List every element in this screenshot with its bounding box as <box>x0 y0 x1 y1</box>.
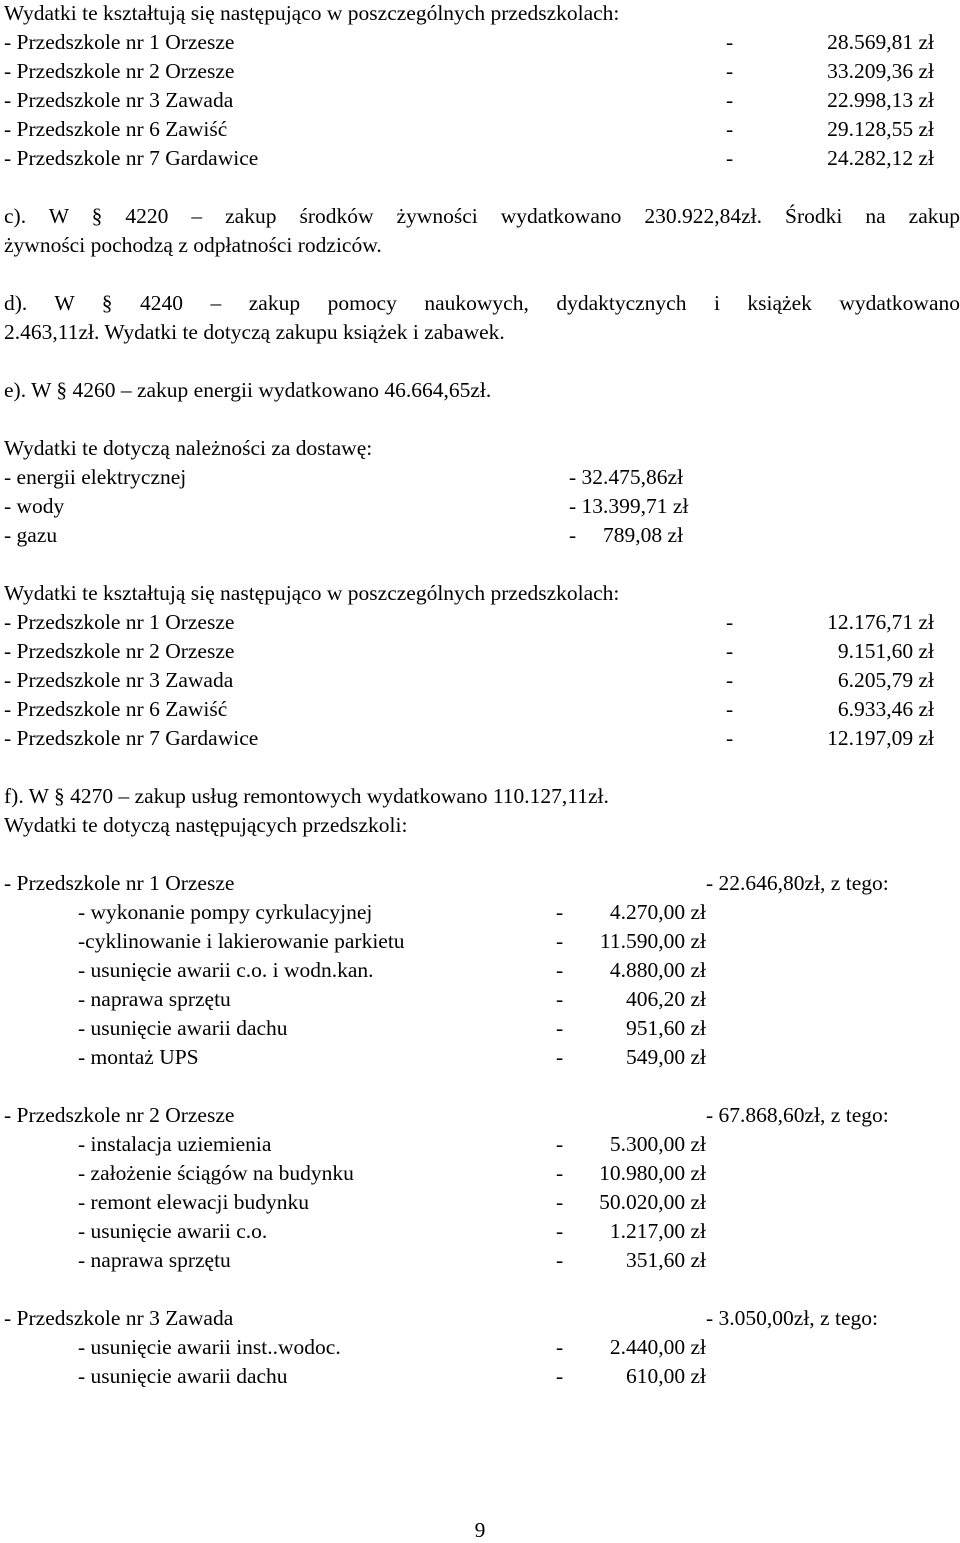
group-total: - 22.646,80zł, z tego: <box>706 871 889 895</box>
section-c-line1: c). W § 4220 – zakup środków żywności wydatkowano 230.922,84zł. Środki na zakup <box>4 204 960 228</box>
row-dash: - <box>726 610 734 634</box>
item-dash: - <box>556 1161 564 1185</box>
item-dash: - <box>556 1335 564 1359</box>
row-label: - Przedszkole nr 7 Gardawice <box>4 146 259 170</box>
item-amount: 610,00 zł <box>625 1364 706 1388</box>
item-dash: - <box>556 1248 564 1272</box>
utility-amount: - 789,08 zł <box>569 523 684 547</box>
item-dash: - <box>556 1190 564 1214</box>
row-dash: - <box>726 59 734 83</box>
utility-label: - wody <box>4 494 65 518</box>
item-amount: 2.440,00 zł <box>609 1335 706 1359</box>
item-amount: 11.590,00 zł <box>599 929 706 953</box>
section-c-line2: żywności pochodzą z odpłatności rodziców. <box>4 233 382 257</box>
row-label: - Przedszkole nr 7 Gardawice <box>4 726 259 750</box>
utility-label: - gazu <box>4 523 58 547</box>
row-label: - Przedszkole nr 6 Zawiść <box>4 697 228 721</box>
item-dash: - <box>556 929 564 953</box>
item-amount: 1.217,00 zł <box>609 1219 706 1243</box>
row-label: - Przedszkole nr 6 Zawiść <box>4 117 228 141</box>
item-amount: 4.880,00 zł <box>609 958 706 982</box>
row-dash: - <box>726 639 734 663</box>
item-label: - wykonanie pompy cyrkulacyjnej <box>78 900 373 924</box>
group-label: - Przedszkole nr 2 Orzesze <box>4 1103 235 1127</box>
item-label: -cyklinowanie i lakierowanie parkietu <box>78 929 405 953</box>
section-f-line1: f). W § 4270 – zakup usług remontowych wydatkowano 110.127,11zł. <box>4 784 609 808</box>
group-label: - Przedszkole nr 3 Zawada <box>4 1306 234 1330</box>
item-dash: - <box>556 958 564 982</box>
row-amount: 12.176,71 zł <box>827 610 934 634</box>
row-dash: - <box>726 146 734 170</box>
utility-label: - energii elektrycznej <box>4 465 187 489</box>
item-dash: - <box>556 987 564 1011</box>
row-amount: 29.128,55 zł <box>827 117 934 141</box>
item-label: - założenie ściągów na budynku <box>78 1161 354 1185</box>
item-label: - usunięcie awarii c.o. <box>78 1219 268 1243</box>
row-label: - Przedszkole nr 3 Zawada <box>4 88 234 112</box>
item-label: - usunięcie awarii dachu <box>78 1016 288 1040</box>
utility-amount: - 13.399,71 zł <box>569 494 689 518</box>
item-dash: - <box>556 1045 564 1069</box>
utility-amount: - 32.475,86zł <box>569 465 684 489</box>
item-amount: 5.300,00 zł <box>609 1132 706 1156</box>
item-dash: - <box>556 1364 564 1388</box>
row-amount: 6.933,46 zł <box>837 697 934 721</box>
row-label: - Przedszkole nr 1 Orzesze <box>4 610 235 634</box>
item-amount: 406,20 zł <box>625 987 706 1011</box>
item-amount: 50.020,00 zł <box>599 1190 706 1214</box>
row-amount: 12.197,09 zł <box>827 726 934 750</box>
item-label: - usunięcie awarii dachu <box>78 1364 288 1388</box>
section-e-intro: Wydatki te dotyczą należności za dostawę: <box>4 436 373 460</box>
item-amount: 10.980,00 zł <box>599 1161 706 1185</box>
row-amount: 22.998,13 zł <box>827 88 934 112</box>
row-dash: - <box>726 726 734 750</box>
group-total: - 3.050,00zł, z tego: <box>706 1306 878 1330</box>
row-amount: 33.209,36 zł <box>827 59 934 83</box>
row-dash: - <box>726 88 734 112</box>
section-e-intro2: Wydatki te kształtują się następująco w poszczególnych przedszkolach: <box>4 581 620 605</box>
item-amount: 351,60 zł <box>625 1248 706 1272</box>
row-label: - Przedszkole nr 2 Orzesze <box>4 59 235 83</box>
row-label: - Przedszkole nr 3 Zawada <box>4 668 234 692</box>
item-dash: - <box>556 1016 564 1040</box>
section-d-line1: d). W § 4240 – zakup pomocy naukowych, dydaktycznych i książek wydatkowano <box>4 291 960 315</box>
section-f-line2: Wydatki te dotyczą następujących przedszkoli: <box>4 813 408 837</box>
item-dash: - <box>556 900 564 924</box>
row-label: - Przedszkole nr 1 Orzesze <box>4 30 235 54</box>
group-label: - Przedszkole nr 1 Orzesze <box>4 871 235 895</box>
row-amount: 24.282,12 zł <box>827 146 934 170</box>
item-label: - remont elewacji budynku <box>78 1190 310 1214</box>
row-dash: - <box>726 668 734 692</box>
row-label: - Przedszkole nr 2 Orzesze <box>4 639 235 663</box>
item-label: - instalacja uziemienia <box>78 1132 272 1156</box>
item-label: - usunięcie awarii inst..wodoc. <box>78 1335 341 1359</box>
page-number: 9 <box>474 1518 486 1542</box>
item-label: - montaż UPS <box>78 1045 199 1069</box>
row-dash: - <box>726 30 734 54</box>
item-label: - naprawa sprzętu <box>78 987 231 1011</box>
section-d-line2: 2.463,11zł. Wydatki te dotyczą zakupu książek i zabawek. <box>4 320 505 344</box>
item-amount: 951,60 zł <box>625 1016 706 1040</box>
section-e-line1: e). W § 4260 – zakup energii wydatkowano 46.664,65zł. <box>4 378 492 402</box>
row-amount: 28.569,81 zł <box>827 30 934 54</box>
row-amount: 6.205,79 zł <box>837 668 934 692</box>
row-amount: 9.151,60 zł <box>837 639 934 663</box>
row-dash: - <box>726 697 734 721</box>
item-label: - naprawa sprzętu <box>78 1248 231 1272</box>
item-dash: - <box>556 1132 564 1156</box>
group-total: - 67.868,60zł, z tego: <box>706 1103 889 1127</box>
item-amount: 4.270,00 zł <box>609 900 706 924</box>
row-dash: - <box>726 117 734 141</box>
item-amount: 549,00 zł <box>625 1045 706 1069</box>
item-dash: - <box>556 1219 564 1243</box>
item-label: - usunięcie awarii c.o. i wodn.kan. <box>78 958 374 982</box>
section-b-intro: Wydatki te kształtują się następująco w poszczególnych przedszkolach: <box>4 1 620 25</box>
